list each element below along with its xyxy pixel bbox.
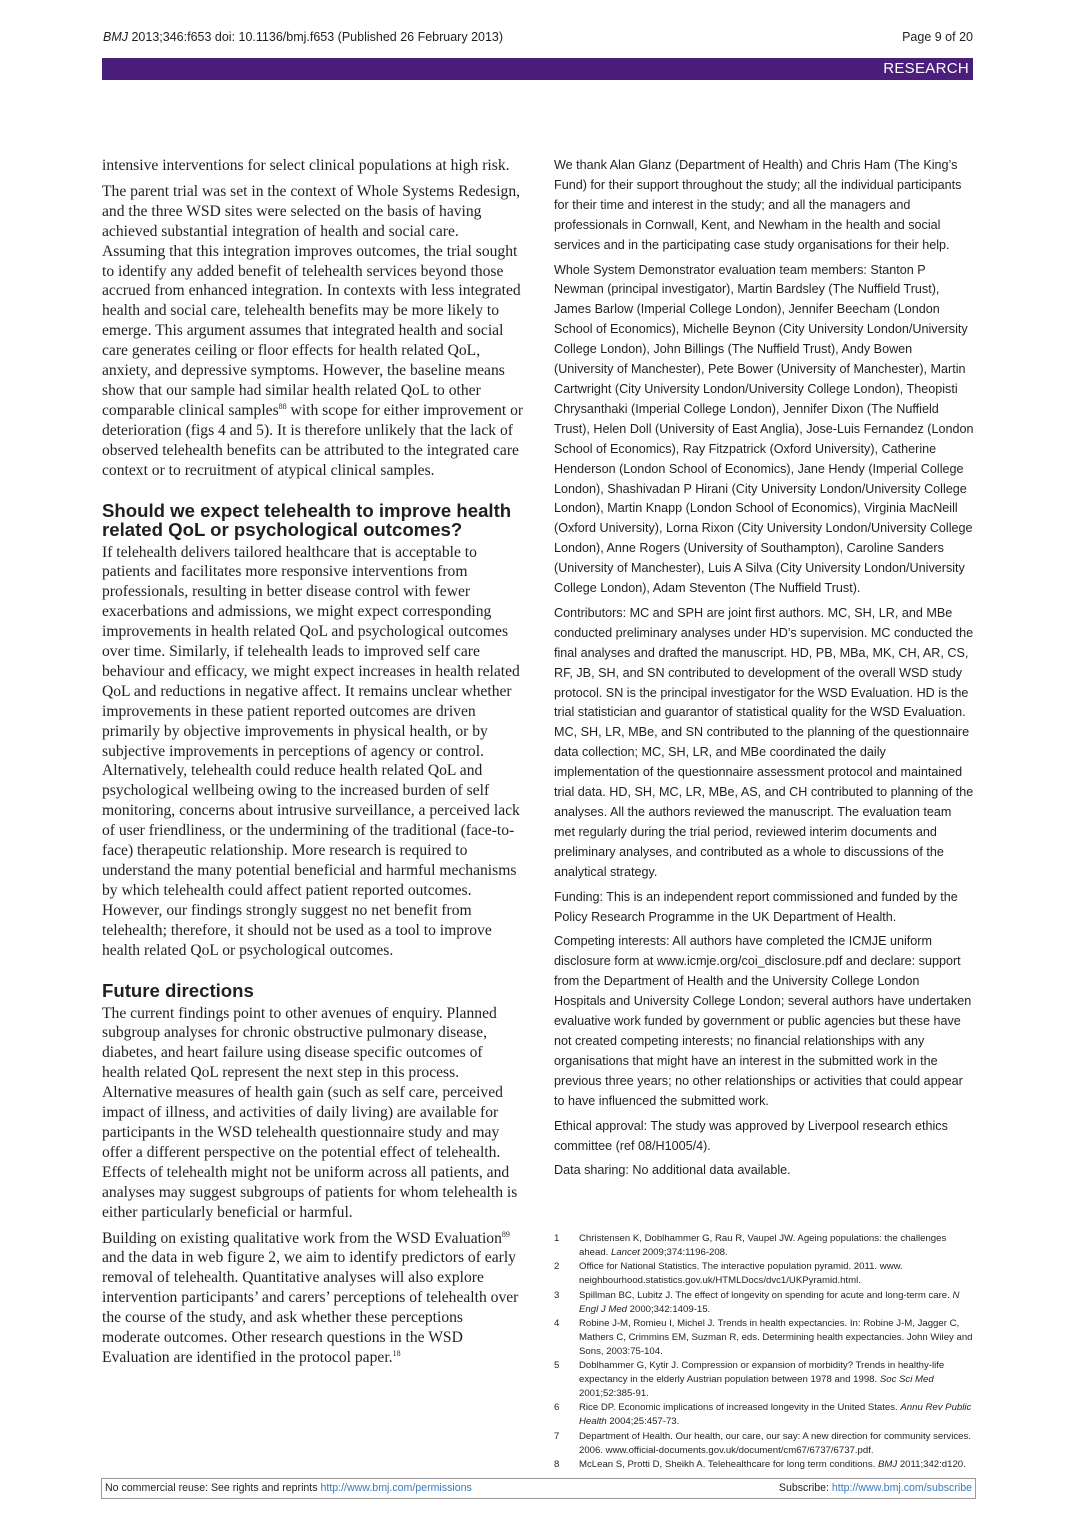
paragraph: The parent trial was set in the context of Whole Systems Redesign, and the three WSD sites were selected on the basis of having achieved substantial integration of health and social care. Assuming that this integration improves outcomes, the trial sought to identify any added benefit of telehealth services beyond those accrued from enhanced integration. In contexts with less integrated health and social care, telehealth benefits may be more likely to emerge. This argument assumes that integrated health and social care generates ceiling or floor effects for health related QoL, anxiety, and depressive symptoms. However, the baseline means show that our sample had similar health related QoL to other comparable clinical samples$^{88}$ with scope for either improvement or deterioration (figs 4 and 5). It is therefore unlikely that the lack of observed telehealth benefits can be attributed to the integrated care context or to recruitment of atypical clinical samples.: [102, 182, 524, 479]
team-members: Whole System Demonstrator evaluation team members: Stanton P Newman (principal investigator), Martin Bardsley (The Nuffield Trust), James Barlow (Imperial College London), Jennifer Beecham (London School of Economics), Michelle Beynon (City University London/University College London), John Billings (The Nuffield Trust), Andy Bowen (University of Manchester), Pete Bower (University of Manchester), Martin Cartwright (City University London/University College London), Theopisti Chrysanthaki (Imperial College London), Jennifer Dixon (The Nuffield Trust), Helen Doll (University of East Anglia), Jose-Luis Fernandez (London School of Economics), Ray Fitzpatrick (Oxford University), Catherine Henderson (London School of Economics), Jane Hendy (Imperial College London), Shashivadan P Hirani (City University London/University College London), Martin Knapp (London School of Economics), Virginia MacNeill (Oxford University), Lorna Rixon (City University London/University College London), Anne Rogers (University of Southampton), Caroline Sanders (University of Manchester), Luis A Silva (City University London/University College London), Adam Steventon (The Nuffield Trust).: [554, 262, 974, 596]
reference-item: [554, 1430, 974, 1458]
reference-number: 8: [554, 1459, 560, 1470]
reference-number: 7: [554, 1430, 560, 1442]
reference-text: Spillman BC, Lubitz J. The effect of longevity on spending for acute and long-term care. N Engl J Med 2000;342:1409-15.: [579, 1289, 960, 1315]
reference-journal: Annu Rev Public Health: [579, 1402, 972, 1428]
citation-marker[interactable]: 18: [392, 1348, 401, 1358]
acknowledgements: We thank Alan Glanz (Department of Health) and Chris Ham (The King’s Fund) for their support throughout the study; all the individual participants for their time and interest in the study; and all the managers and professionals in Cornwall, Kent, and Newham in the health and social services and in the participating case study organisations for their help.: [554, 158, 962, 252]
reference-text: McLean S, Protti D, Sheikh A. Telehealthcare for long term conditions. BMJ 2011;342:d120.: [579, 1459, 966, 1470]
page-number: Page 9 of 20: [902, 30, 973, 44]
citation: 2013;346:f653 doi: 10.1136/bmj.f653 (Published 26 February 2013): [131, 30, 504, 44]
reference-text: Christensen K, Doblhammer G, Rau R, Vaupel JW. Ageing populations: the challenges ahead. Lancet 2009;374:1196-208.: [579, 1233, 947, 1258]
reference-item: [554, 1458, 974, 1472]
reference-number: 1: [554, 1233, 560, 1244]
citation-marker[interactable]: 88: [278, 401, 287, 411]
paragraph: intensive interventions for select clinical populations at high risk.: [102, 157, 510, 174]
running-header: [103, 30, 503, 44]
reference-journal: BMJ: [877, 1459, 898, 1470]
paragraph: If telehealth delivers tailored healthcare that is acceptable to patients and facilitates more responsive interventions from professionals, resulting in better disease control with fewer exacerbations and admissions, we might expect corresponding improvements in health related QoL and psychological outcomes over time. Similarly, if telehealth leads to improved self care behaviour and efficacy, we might expect increases in health related QoL and reductions in negative affect. It remains unclear whether improvements in these patient reported outcomes are driven primarily by objective improvements in physical health, or by subjective improvements in perceptions of agency or control. Alternatively, telehealth could reduce health related QoL and psychological wellbeing owing to the increased burden of self monitoring, concerns about intrusive surveillance, a perceived lack of user friendliness, or the undermining of the traditional (face-to-face) therapeutic relationship. More research is required to understand the many potential beneficial and harmful mechanisms by which telehealth could affect patient reported outcomes. However, our findings strongly suggest no net benefit from telehealth; therefore, it should not be used as a tool to improve health related QoL or psychological outcomes.: [102, 543, 520, 959]
reference-journal: Soc Sci Med: [879, 1374, 934, 1386]
reference-number: 2: [554, 1261, 560, 1273]
competing-interests: Competing interests: All authors have completed the ICMJE uniform disclosure form at www.icmje.org/coi_disclosure.pdf and declare: support from the Department of Health and the University College London Hospitals and University College London; several authors have undertaken evaluative work funded by government or public agencies but these have not created competing interests; no financial relationships with any organisations that might have an interest in the submitted work in the previous three years; no other relationships or activities that could appear to have influenced the submitted work.: [554, 934, 972, 1108]
citation-marker[interactable]: 89: [501, 1229, 510, 1239]
reference-item: [554, 1317, 974, 1359]
reference-list: [554, 1232, 974, 1472]
funding: Funding: This is an independent report commissioned and funded by the Policy Research Programme in the UK Department of Health.: [554, 889, 958, 924]
reference-item: [554, 1359, 974, 1401]
reference-item: [554, 1401, 974, 1429]
reference-text: Office for National Statistics. The interactive population pyramid. 2011. www. neighbourhood.statistics.gov.uk/HTMLDocs/dvc1/UKPyramid.html.: [579, 1261, 903, 1287]
left-column: [102, 156, 524, 1374]
reference-item: [554, 1260, 974, 1288]
section-label: RESEARCH: [883, 60, 969, 77]
section-heading: Should we expect telehealth to improve health related QoL or psychological outcomes?: [102, 499, 512, 540]
page-footer: [101, 1478, 976, 1499]
permissions-link[interactable]: http://www.bmj.com/permissions: [320, 1482, 472, 1494]
reference-number: 3: [554, 1289, 560, 1301]
subscribe-link[interactable]: http://www.bmj.com/subscribe: [831, 1482, 972, 1494]
reference-text: Department of Health. Our health, our care, our say: A new direction for community services. 2006. www.official-documents.gov.uk/document/cm67/6737/6737.pdf.: [579, 1430, 971, 1456]
reference-text: Doblhammer G, Kytir J. Compression or expansion of morbidity? Trends in healthy-life expectancy in the elderly Austrian population between 1978 and 1998. Soc Sci Med 2001;52:385-91.: [579, 1360, 945, 1399]
reference-text: Rice DP. Economic implications of increased longevity in the United States. Annu Rev Public Health 2004;25:457-73.: [579, 1402, 972, 1428]
footer-rights: No commercial reuse: See rights and reprints http://www.bmj.com/permissions: [105, 1482, 472, 1494]
footer-subscribe: Subscribe: http://www.bmj.com/subscribe: [778, 1482, 972, 1494]
reference-number: 4: [554, 1317, 560, 1329]
reference-journal: Lancet: [611, 1246, 640, 1258]
reference-item: [554, 1289, 974, 1317]
reference-journal: N Engl J Med: [579, 1289, 960, 1315]
contributors: Contributors: MC and SPH are joint first authors. MC, SH, LR, and MBe conducted preliminary analyses under HD’s supervision. MC conducted the final analyses and drafted the manuscript. HD, PB, MBa, MK, CH, AR, CS, RF, JB, SH, and SN contributed to development of the overall WSD study protocol. SN is the principal investigator for the WSD Evaluation. HD is the trial statistician and guarantor of statistical quality for the WSD Evaluation. MC, SH, LR, MBe, and SN contributed to the planning of the questionnaire data collection; MC, SH, LR, and MBe coordinated the daily implementation of the questionnaire assessment protocol and maintained trial data. HD, SH, MC, LR, MBe, AS, and CH contributed to planning of the analyses. All the authors reviewed the manuscript. The evaluation team met regularly during the trial period, reviewed interim documents and preliminary analyses, and contributed as a whole to discussions of the analytical strategy.: [554, 605, 974, 879]
reference-number: 6: [554, 1402, 560, 1414]
reference-text: Robine J-M, Romieu I, Michel J. Trends in health expectancies. In: Robine J-M, Jagger C, Mathers C, Crimmins EM, Suzman R, eds. Determining health expectancies. John Wiley and Sons, 2003:75-104.: [579, 1317, 973, 1357]
section-heading: Future directions: [102, 979, 254, 1001]
right-column: [554, 156, 974, 1186]
paragraph: Building on existing qualitative work from the WSD Evaluation$^{89}$ and the data in web figure 2, we aim to identify predictors of early removal of telehealth. Quantitative analyses will also explore intervention participants’ and carers’ perceptions of telehealth over the course of the study, and ask whether these perceptions moderate outcomes. Other research questions in the WSD Evaluation are identified in the protocol paper.$^{18}$: [102, 1229, 519, 1366]
data-sharing: Data sharing: No additional data available.: [554, 1163, 791, 1178]
ethical-approval: Ethical approval: The study was approved by Liverpool research ethics committee (ref 08/H1005/4).: [554, 1118, 948, 1153]
reference-item: [554, 1232, 974, 1260]
journal-name: BMJ: [103, 30, 128, 44]
paragraph: The current findings point to other avenues of enquiry. Planned subgroup analyses for chronic obstructive pulmonary disease, diabetes, and heart failure using disease specific outcomes of health related QoL represent the next step in this process. Alternative measures of health gain (such as self care, perceived impact of illness, and activities of daily living) are available for participants in the WSD telehealth questionnaire study and may offer a different perspective on the potential effect of telehealth. Effects of telehealth might not be uniform across all patients, and analyses may suggest subgroups of patients for whom telehealth is either particularly beneficial or harmful.: [102, 1004, 518, 1221]
reference-number: 5: [554, 1360, 560, 1372]
section-banner: [102, 58, 973, 80]
